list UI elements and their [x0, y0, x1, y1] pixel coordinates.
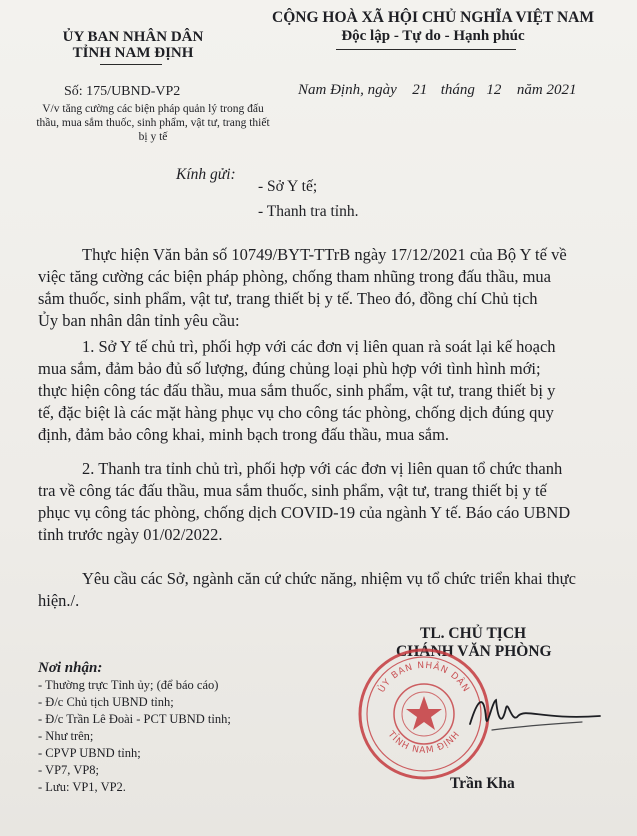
body-line: Thực hiện Văn bản số 10749/BYT-TTrB ngày 17/12/2021 của Bộ Y tế về: [82, 245, 567, 264]
signer-name: Trần Kha: [450, 775, 515, 792]
body-line: 2. Thanh tra tỉnh chủ trì, phối hợp với các đơn vị liên quan tổ chức thanh: [82, 459, 563, 478]
national-motto: Độc lập - Tự do - Hạnh phúc: [341, 28, 525, 44]
body-line: tỉnh trước ngày 01/02/2022.: [38, 525, 223, 544]
date-place: Nam Định, ngày: [298, 82, 397, 98]
distribution-item: - Như trên;: [38, 729, 94, 743]
date-year: 2021: [546, 82, 577, 98]
header-left-rule: [100, 64, 162, 65]
body-line: tra về công tác đấu thầu, mua sắm thuốc, sinh phẩm, vật tư, trang thiết bị y tế: [38, 481, 547, 500]
svg-text:ỦY BAN NHÂN DÂN: [375, 660, 471, 695]
handwritten-signature-icon: [462, 690, 602, 740]
date-month: 12: [486, 82, 502, 98]
recipients-label: Kính gửi:: [176, 166, 236, 183]
body-line: việc tăng cường các biện pháp phòng, chống tham nhũng trong đấu thầu, mua: [38, 267, 551, 286]
date-day: 21: [412, 82, 428, 98]
body-line: định, đảm bảo công khai, minh bạch trong đấu thầu, mua sắm.: [38, 425, 450, 444]
signature-title-line1: TL. CHỦ TỊCH: [420, 625, 527, 642]
distribution-item: - CPVP UBND tỉnh;: [38, 746, 141, 760]
body-line: hiện./.: [38, 591, 80, 610]
svg-text:TỈNH NAM ĐỊNH: [385, 729, 463, 756]
date-year-label: năm: [516, 82, 543, 98]
signature-title-line2: CHÁNH VĂN PHÒNG: [396, 643, 552, 660]
stamp-text-top: ỦY BAN NHÂN DÂN: [376, 660, 472, 695]
body-line: thực hiện công tác đấu thầu, mua sắm thuốc, sinh phẩm, vật tư, trang thiết bị y: [38, 381, 556, 400]
body-item-1: [38, 336, 626, 446]
body-line: Ủy ban nhân dân tỉnh yêu cầu:: [38, 311, 240, 330]
date-month-label: tháng: [440, 82, 475, 98]
body-line: sắm thuốc, sinh phẩm, vật tư, trang thiết bị y tế. Theo đó, đồng chí Chủ tịch: [38, 289, 538, 308]
distribution-item: - Đ/c Chủ tịch UBND tỉnh;: [38, 695, 174, 709]
distribution-item: - Lưu: VP1, VP2.: [38, 780, 126, 794]
body-line: Yêu cầu các Sở, ngành căn cứ chức năng, nhiệm vụ tổ chức triển khai thực: [82, 569, 576, 588]
distribution-item: - Thường trực Tỉnh ủy; (để báo cáo): [38, 678, 219, 692]
document-subject: V/v tăng cường các biện pháp quản lý trong đấu thầu, mua sắm thuốc, sinh phẩm, vật tư, trang thiết bị y tế: [36, 103, 270, 143]
distribution-title: Nơi nhận:: [38, 660, 103, 676]
national-title: CỘNG HOÀ XÃ HỘI CHỦ NGHĨA VIỆT NAM: [272, 9, 594, 26]
issuing-authority-line1: ỦY BAN NHÂN DÂN: [62, 29, 204, 45]
date-line: [298, 82, 577, 99]
body-item-2: [38, 458, 626, 546]
recipient-item: - Thanh tra tỉnh.: [258, 203, 359, 220]
body-line: phục vụ công tác phòng, chống dịch COVID-19 của ngành Y tế. Báo cáo UBND: [38, 503, 571, 522]
body-closing: [38, 568, 626, 612]
distribution-item: - Đ/c Trần Lê Đoài - PCT UBND tỉnh;: [38, 712, 231, 726]
recipient-item: - Sở Y tế;: [258, 178, 318, 195]
distribution-item: - VP7, VP8;: [38, 763, 100, 777]
body-line: tế, đặc biệt là các mặt hàng phục vụ cho công tác phòng, chống dịch đúng quy: [38, 403, 554, 422]
stamp-text-bottom: TỈNH NAM ĐỊNH: [385, 729, 463, 757]
document-number: Số: 175/UBND-VP2: [64, 84, 181, 99]
issuing-authority-line2: TỈNH NAM ĐỊNH: [72, 45, 194, 61]
header-right-rule: [336, 49, 516, 50]
body-intro: [38, 244, 626, 332]
body-line: mua sắm, đảm bảo đủ số lượng, đúng chủng loại phù hợp với tình hình mới;: [38, 359, 541, 378]
body-line: 1. Sở Y tế chủ trì, phối hợp với các đơn vị liên quan rà soát lại kế hoạch: [82, 337, 556, 356]
